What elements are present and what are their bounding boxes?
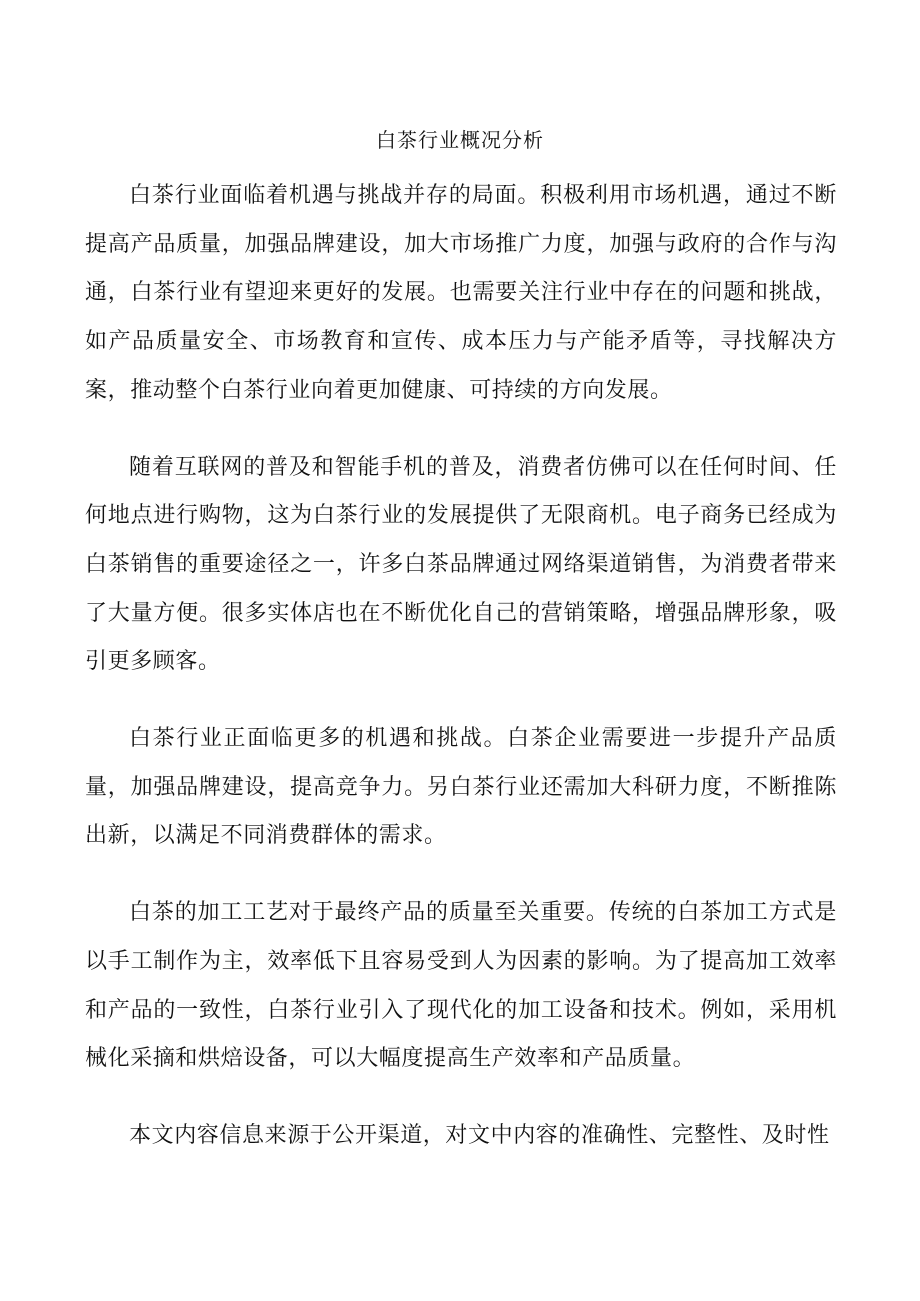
- paragraph-opportunities-challenges: 白茶行业面临着机遇与挑战并存的局面。积极利用市场机遇，通过不断提高产品质量，加强品牌建设，加大市场推广力度，加强与政府的合作与沟通，白茶行业有望迎来更好的发展。也需要关注行业中存在的问题和挑战，如产品质量安全、市场教育和宣传、成本压力与产能矛盾等，寻找解决方案，推动整个白茶行业向着更加健康、可持续的方向发展。: [85, 183, 837, 403]
- document-body: [85, 172, 837, 1189]
- paragraph-enterprise-competitiveness: 白茶行业正面临更多的机遇和挑战。白茶企业需要进一步提升产品质量，加强品牌建设，提高竞争力。另白茶行业还需加大科研力度，不断推陈出新，以满足不同消费群体的需求。: [85, 726, 837, 849]
- paragraph-internet-ecommerce: 随着互联网的普及和智能手机的普及，消费者仿佛可以在任何时间、任何地点进行购物，这为白茶行业的发展提供了无限商机。电子商务已经成为白茶销售的重要途径之一，许多白茶品牌通过网络渠道销售，为消费者带来了大量方便。很多实体店也在不断优化自己的营销策略，增强品牌形象，吸引更多顾客。: [85, 454, 837, 675]
- paragraph-processing-technology: 白茶的加工工艺对于最终产品的质量至关重要。传统的白茶加工方式是以手工制作为主，效率低下且容易受到人为因素的影响。为了提高加工效率和产品的一致性，白茶行业引入了现代化的加工设备和技术。例如，采用机械化采摘和烘焙设备，可以大幅度提高生产效率和产品质量。: [85, 900, 837, 1072]
- document-title: 白茶行业概况分析: [376, 128, 544, 152]
- paragraph-source-disclaimer: 本文内容信息来源于公开渠道，对文中内容的准确性、完整性、及时性: [129, 1122, 830, 1148]
